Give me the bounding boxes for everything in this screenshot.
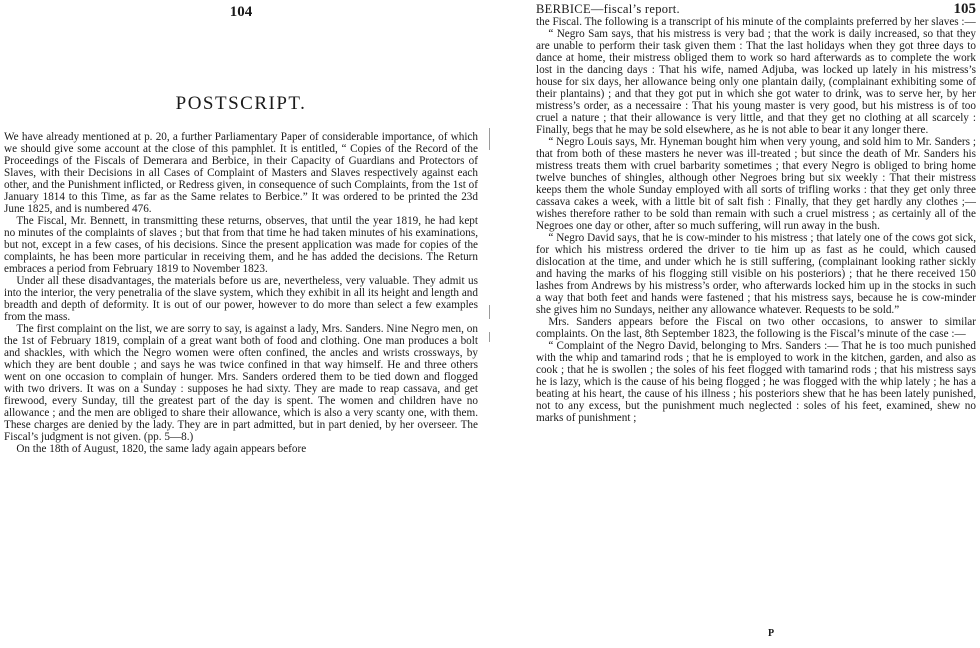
postscript-title: POSTSCRIPT. <box>175 93 307 114</box>
left-page-text <box>4 131 478 455</box>
paragraph: the Fiscal. The following is a transcript of his minute of the complaints preferred by her slaves :— <box>536 16 976 28</box>
right-page <box>498 0 980 648</box>
paragraph: “ Negro Louis says, Mr. Hyneman bought him when very young, and sold him to Mr. Sanders ; that from both of these masters he never was ill-treated ; but since the death of Mr. Sanders his mistress treats them with cruel barbarity sometimes ; that every Negro is obliged to bring home twelve bunches of shingles, although other Negroes bring but six weekly : That their mistress keeps them the whole Sunday employed with all sorts of trifling works : that they get only three cassava cakes a week, with a little bit of salt fish : Finally, that they get hardly any clothes ;—wishes therefore rather to be sold than remain with such a cruel mistress ; as certainly all of the Negroes one day or other, after so much suffering, will run away in the bush. <box>536 136 976 232</box>
right-page-text <box>536 16 976 424</box>
gutter-mark <box>489 332 490 342</box>
paragraph: The first complaint on the list, we are sorry to say, is against a lady, Mrs. Sanders. Nine Negro men, on the 1st of February 1819, complain of a great want both of food and clothing. One man produces a bolt and shackles, with which the Negro women were often confined, the ancles and wrists crossways, by which they are bent double ; and says he was twice confined in that way himself. He and three others went on one occasion to complain of hunger. Mrs. Sanders ordered them to be tied down and flogged with two drivers. It was on a Sunday : supposes he had sixty. They are made to reap cassava, and get firewood, every Sunday, till the greatest part of the day is spent. The women and children have no allowance ; and the men are obliged to share their allowance, which is also a very scanty one, with them. These charges are denied by the lady. They are in part admitted, but in part denied, by her overseer. The Fiscal’s judgment is not given. (pp. 5—8.) <box>4 323 478 443</box>
paragraph: On the 18th of August, 1820, the same lady again appears before <box>16 443 307 455</box>
paragraph: “ Negro David says, that he is cow-minder to his mistress ; that lately one of the cows got sick, for which his mistress ordered the driver to tie him up as fast as he could, which caused dislocation at the time, and under which he is still suffering, (complainant looking rather sickly and having the marks of his flogging still visible on his posteriors) ; that he there received 150 lashes from Andrews by his mistress’s order, who afterwards locked him up in the stocks in such a way that both feet and hands were fastened ; that his mistress says, because he is cow-minder she gives him no Sundays, neither any allowance whatever. Requests to be sold.” <box>536 232 976 316</box>
paragraph: “ Complaint of the Negro David, belonging to Mrs. Sanders :— That he is too much punished with the whip and tamarind rods ; that he is employed to work in the kitchen, garden, and also as cook ; that he is swollen ; the soles of his feet flogged with tamarind rods ; that his mistress says he is lazy, which is the cause of his being flogged ; he was flogged with the whip lately ; he has a beating at his heart, the cause of his illness ; his posteriors shew that he has been lately punished, not to any excess, but the punishment much neglected : soles of his feet, examined, shew no marks of punishment ; <box>536 340 976 424</box>
paragraph: We have already mentioned at p. 20, a further Parliamentary Paper of considerable importance, of which we should give some account at the close of this pamphlet. It is entitled, “ Copies of the Record of the Proceedings of the Fiscals of Demerara and Berbice, in their Capacity of Guardians and Protectors of Slaves, with their Decisions in all Cases of Complaint of Masters and Slaves respectively against each other, and the Punishment inflicted, or Redress given, in consequence of such Complaints, from the 1st of January 1814 to this Time, as far as the Same relates to Berbice.” It was ordered to be printed the 23d June 1825, and is numbered 476. <box>4 131 478 215</box>
gutter-mark <box>489 305 490 319</box>
signature-mark: P <box>768 628 775 639</box>
paragraph: “ Negro Sam says, that his mistress is very bad ; that the work is daily increased, so that they are unable to perform their task given them : That the last holidays when they got three days to dance at home, their mistress obliged them to work so hard afterwards as to complete the work lost in the dancing days : That his wife, named Adjuba, was locked up lately in his mistress’s house for six days, her allowance being only one plantain daily, (complainant exhibiting some of their plantains) ; and that they got put in which she got water to drink, was to serve her, by her mistress’s order, as a necessaire : That his young master is very good, but his mistress is of too cruel a nature ; that their allowance is very little, and that they get no clothing at all scarcely : Finally, begs that he may be sold elsewhere, as he is not able to bear it any longer there. <box>536 28 976 136</box>
page-number-right: 105 <box>953 1 976 17</box>
paragraph: Mrs. Sanders appears before the Fiscal on two other occasions, to answer to similar complaints. On the last, 8th September 1823, the following is the Fiscal’s minute of the case :— <box>536 316 976 340</box>
gutter-mark <box>489 128 490 150</box>
paragraph: Under all these disadvantages, the materials before us are, nevertheless, very valuable. They admit us into the interior, the very penetralia of the slave system, which they exhibit in all its height and length and breadth and depth of deformity. It is out of our power, however to do more than select a few examples from the mass. <box>4 275 478 323</box>
book-gutter <box>487 100 493 430</box>
page-number-left: 104 <box>229 4 253 20</box>
paragraph: The Fiscal, Mr. Bennett, in transmitting these returns, observes, that until the year 1819, he had kept no minutes of the complaints of slaves ; but that from that time he had taken minutes of his examinations, but not, except in a few cases, of his decisions. Since the present application was made for copies of the complaints, he has been more particular in receiving them, and he has added the decisions. The Return embraces a period from February 1819 to November 1823. <box>4 215 478 275</box>
left-page <box>0 0 482 648</box>
running-head-title: BERBICE—fiscal’s report. <box>536 2 680 16</box>
